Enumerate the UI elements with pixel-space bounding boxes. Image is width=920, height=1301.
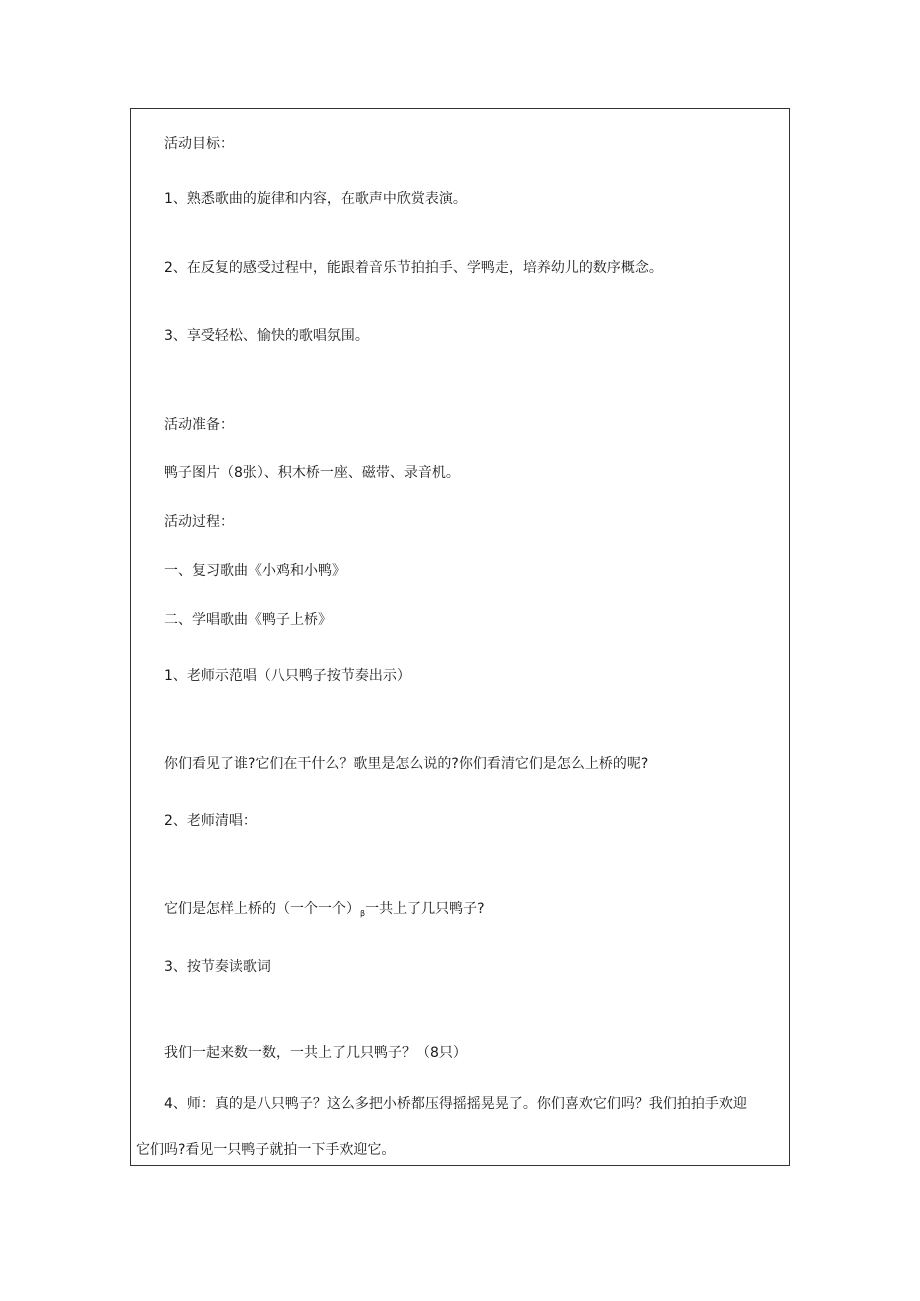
- question-1: 你们看见了谁?它们在干什么？歌里是怎么说的?你们看清它们是怎么上桥的呢?: [164, 756, 649, 772]
- item-1: 1、老师示范唱（八只鸭子按节奏出示）: [164, 668, 411, 684]
- goals-heading: 活动目标：: [164, 136, 234, 152]
- item-4-line-1: 4、师：真的是八只鸭子？这么多把小桥都压得摇摇晃晃了。你们喜欢它们吗？我们拍拍手欢迎: [164, 1096, 747, 1112]
- question-2: [164, 899, 485, 924]
- process-heading: 活动过程：: [164, 514, 234, 530]
- item-2: 2、老师清唱：: [164, 813, 257, 829]
- question-2-before: 它们是怎样上桥的（一个一个）: [164, 901, 360, 917]
- item-4-line-2: 它们吗?看见一只鸭子就拍一下手欢迎它。: [136, 1142, 396, 1158]
- prep-heading: 活动准备：: [164, 417, 234, 433]
- step-one: 一、复习歌曲《小鸡和小鸭》: [164, 563, 346, 579]
- item-3: 3、按节奏读歌词: [164, 959, 271, 975]
- count-text: 我们一起来数一数，一共上了几只鸭子？（8只）: [164, 1045, 467, 1061]
- prep-text: 鸭子图片（8张）、积木桥一座、磁带、录音机。: [164, 465, 460, 481]
- goal-item-3: 3、享受轻松、愉快的歌唱氛围。: [164, 328, 369, 344]
- question-2-after: 一共上了几只鸭子?: [365, 901, 485, 917]
- goal-item-1: 1、熟悉歌曲的旋律和内容，在歌声中欣赏表演。: [164, 191, 467, 207]
- step-two: 二、学唱歌曲《鸭子上桥》: [164, 612, 332, 628]
- question-2-mark: β: [360, 909, 366, 918]
- goal-item-2: 2、在反复的感受过程中，能跟着音乐节拍拍手、学鸭走，培养幼儿的数序概念。: [164, 260, 663, 276]
